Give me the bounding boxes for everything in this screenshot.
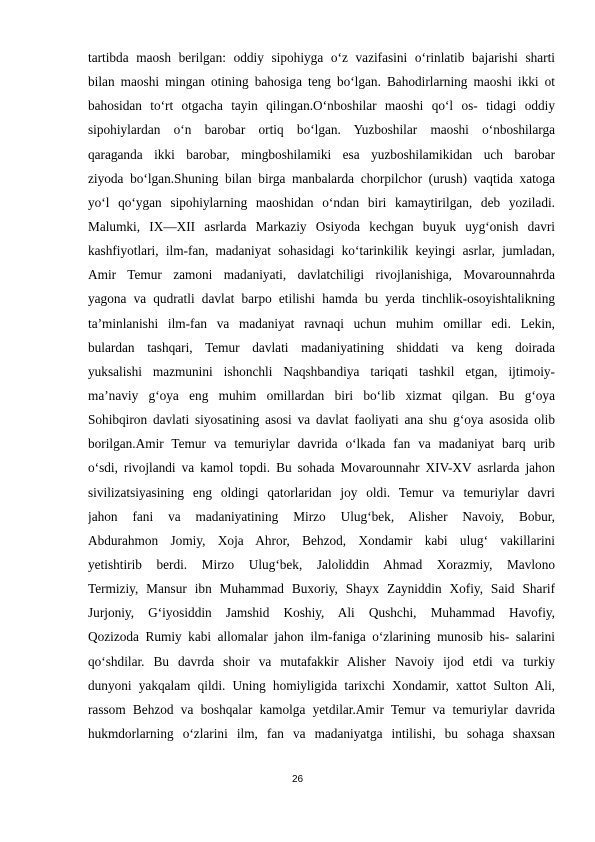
text-line: kashfiyotlari, ilm-fan, madaniyat sohasidagi ko‘tarinkilik keyingi asrlar, jumladan,	[88, 243, 555, 259]
text-line: hukmdorlarning o‘zlarini ilm, fan va madaniyatga intilishi, bu sohaga shaxsan	[88, 725, 555, 741]
text-line: qo‘shdilar. Bu davrda shoir va mutafakkir Alisher Navoiy ijod etdi va turkiy	[88, 653, 555, 669]
text-line: bilan maoshi mingan otining bahosiga teng bo‘lgan. Bahodirlarning maoshi ikki ot	[88, 74, 555, 90]
text-line: yetishtirib berdi. Mirzo Ulug‘bek, Jaloliddin Ahmad Xorazmiy, Mavlono	[88, 556, 555, 572]
text-line: yagona va qudratli davlat barpo etilishi hamda bu yerda tinchlik-osoyishtalikning	[88, 291, 555, 307]
page-number: 26	[291, 774, 304, 785]
text-line: ziyoda bo‘lgan.Shuning bilan birga manbalarda chorpilchor (urush) vaqtida xatoga	[88, 170, 555, 186]
text-line: ta’minlanishi ilm-fan va madaniyat ravnaqi uchun muhim omillar edi. Lekin,	[88, 315, 555, 331]
text-line: bahosidan to‘rt otgacha tayin qilingan.O‘nboshilar maoshi qo‘l os- tidagi oddiy	[88, 98, 555, 114]
text-line: jahon fani va madaniyatining Mirzo Ulug‘bek, Alisher Navoiy, Bobur,	[88, 508, 555, 524]
text-line: dunyoni yakqalam qildi. Uning homiyligida tarixchi Xondamir, xattot Sulton Ali,	[88, 677, 555, 693]
text-line: sivilizatsiyasining eng oldingi qatorlaridan joy oldi. Temur va temuriylar davri	[88, 484, 555, 500]
text-line: Malumki, IX—XII asrlarda Markaziy Osiyoda kechgan buyuk uyg‘onish davri	[88, 218, 555, 234]
text-line: sipohiylardan o‘n barobar ortiq bo‘lgan. Yuzboshilar maoshi o‘nboshilarga	[88, 122, 555, 138]
text-line: Termiziy, Mansur ibn Muhammad Buxoriy, Shayx Zayniddin Xofiy, Said Sharif	[88, 581, 555, 597]
text-line: yo‘l qo‘ygan sipohiylarning maoshidan o‘ndan biri kamaytirilgan, deb yoziladi.	[88, 194, 555, 210]
text-line: tartibda maosh berilgan: oddiy sipohiyga o‘z vazifasini o‘rinlatib bajarishi sharti	[88, 50, 555, 65]
text-line: o‘sdi, rivojlandi va kamol topdi. Bu sohada Movarounnahr XIV-XV asrlarda jahon	[88, 460, 555, 476]
text-line: borilgan.Amir Temur va temuriylar davrida o‘lkada fan va madaniyat barq urib	[88, 436, 555, 452]
body-text	[88, 46, 555, 746]
text-line: Amir Temur zamoni madaniyati, davlatchiligi rivojlanishiga, Movarounnahrda	[88, 267, 555, 283]
text-line: Qozizoda Rumiy kabi allomalar jahon ilm-faniga o‘zlarining munosib his- salarini	[88, 629, 555, 645]
text-line: ma’naviy g‘oya eng muhim omillardan biri bo‘lib xizmat qilgan. Bu g‘oya	[88, 387, 555, 403]
text-line: bulardan tashqari, Temur davlati madaniyatining shiddati va keng doirada	[88, 339, 555, 355]
text-line: Sohibqiron davlati siyosatining asosi va davlat faoliyati ana shu g‘oya asosida olib	[88, 412, 555, 428]
text-line: Jurjoniy, G‘iyosiddin Jamshid Koshiy, Ali Qushchi, Muhammad Havofiy,	[88, 605, 555, 621]
text-line: qaraganda ikki barobar, mingboshilamiki esa yuzboshilamikidan uch barobar	[88, 146, 555, 162]
text-line: rassom Behzod va boshqalar kamolga yetdilar.Amir Temur va temuriylar davrida	[88, 701, 555, 717]
text-line: Abdurahmon Jomiy, Xoja Ahror, Behzod, Xondamir kabi ulug‘ vakillarini	[88, 532, 555, 548]
text-line: yuksalishi mazmunini ishonchli Naqshbandiya tariqati tashkil etgan, ijtimoiy-	[88, 363, 555, 379]
